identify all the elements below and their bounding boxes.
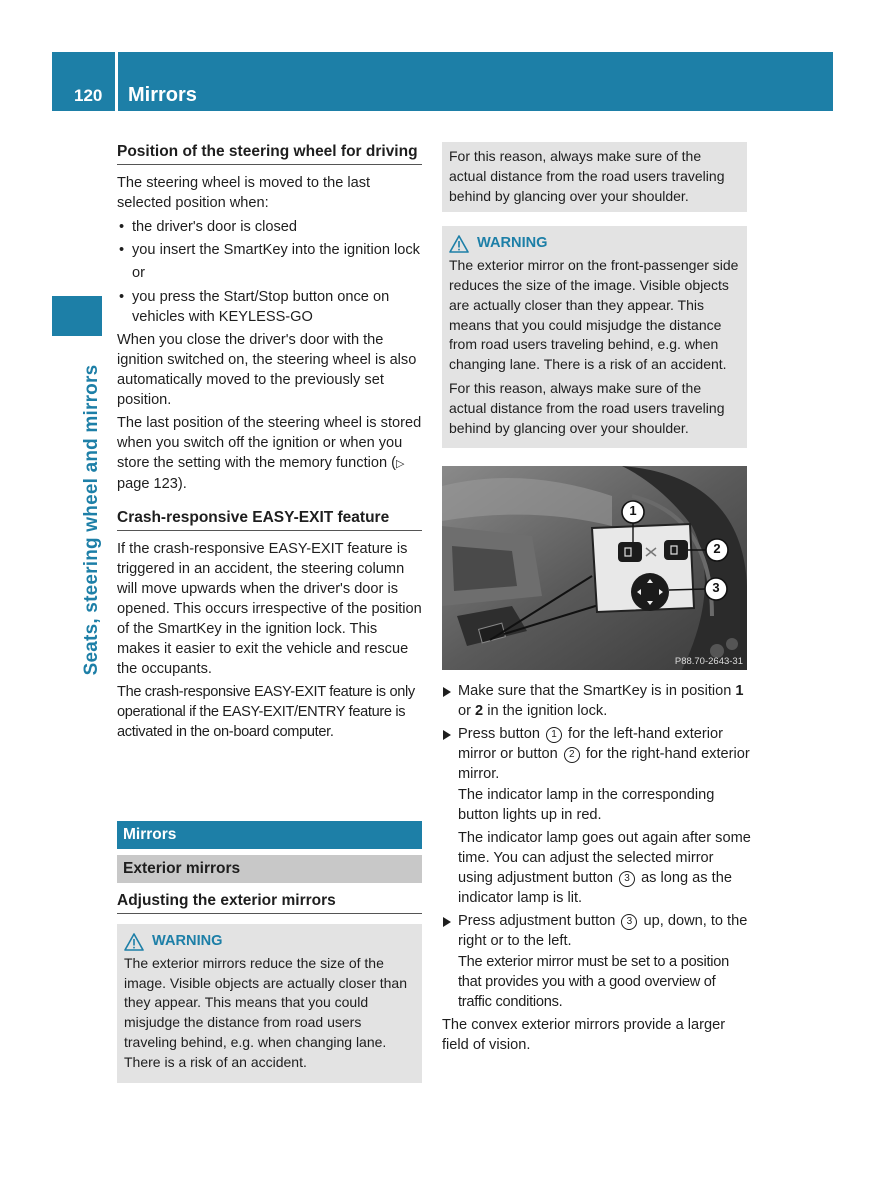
mirror-controls-figure [442, 466, 747, 670]
side-tab-marker [52, 296, 102, 336]
callout-ref-icon: 3 [621, 914, 637, 930]
section-title: Mirrors [118, 52, 833, 111]
callout-ref-icon: 2 [564, 747, 580, 763]
page-reference-link[interactable]: page 123 [117, 476, 178, 492]
warning-label: WARNING [152, 933, 223, 949]
position-number: 1 [735, 683, 744, 699]
warning-box [442, 226, 747, 448]
step-arrow-icon [443, 687, 451, 697]
list-item: • you insert the SmartKey into the ignition lock [117, 240, 422, 260]
step-arrow-icon [443, 917, 451, 927]
step-text: or [458, 703, 476, 719]
figure-code: P88.70-2643-31 [674, 656, 743, 667]
callout-1-label: 1 [629, 503, 637, 518]
position-number: 2 [475, 703, 484, 719]
adjusting-mirrors-heading: Adjusting the exterior mirrors [117, 891, 422, 914]
exterior-mirrors-bar: Exterior mirrors [117, 855, 422, 883]
callout-ref-icon: 1 [546, 727, 562, 743]
right-column-steps [442, 681, 752, 1055]
paragraph: When you close the driver's door with the ignition switched on, the steering wheel is also automatically moved to the previously set position. [117, 332, 417, 408]
step-text: The indicator lamp goes out again after some time. You can adjust the selected mirror using adjustment button [458, 830, 751, 886]
warning-header [449, 234, 740, 254]
left-column-lower [117, 821, 422, 1083]
door-panel-illustration [442, 466, 747, 670]
right-column [442, 142, 747, 448]
paragraph-text: The last position of the steering wheel is stored when you switch off the ignition or when you store the setting with the memory function ( [117, 415, 422, 471]
warning-label: WARNING [477, 235, 548, 252]
step-text: as long as the indicator lamp is lit. [458, 870, 732, 906]
paragraph: The crash-responsive EASY-EXIT feature is only operational if the EASY-EXIT/ENTRY feature is activated in the on-board computer. [117, 684, 415, 740]
step-text: Make sure that the SmartKey is in position [458, 683, 736, 699]
page-number: 120 [52, 52, 115, 111]
step-text: up, down, to the right or to the left. [458, 913, 748, 949]
steering-position-heading: Position of the steering wheel for driving [117, 142, 422, 165]
warning-triangle-icon [449, 235, 469, 253]
condition-list [117, 217, 422, 260]
step-text: for the right-hand exterior mirror. [458, 746, 750, 782]
step-result: The exterior mirror must be set to a position that provides you with a good overview of traffic conditions. [458, 954, 730, 1010]
condition-list [117, 287, 422, 327]
warning-triangle-icon [124, 933, 144, 951]
step-result [458, 828, 752, 908]
callout-3-label: 3 [712, 580, 720, 595]
mirrors-section-bar: Mirrors [117, 821, 422, 849]
callout-ref-icon: 3 [619, 871, 635, 887]
easy-exit-heading: Crash-responsive EASY-EXIT feature [117, 508, 422, 531]
paragraph [117, 413, 422, 494]
instruction-step [442, 911, 752, 1012]
page-reference-icon: ▷ [396, 458, 405, 470]
step-result: The indicator lamp in the corresponding button lights up in red. [458, 787, 715, 823]
instruction-list [442, 681, 752, 1012]
step-text: Press adjustment button [458, 913, 620, 929]
warning-box [117, 924, 422, 1083]
step-text: in the ignition lock. [483, 703, 608, 719]
warning-text: The exterior mirrors reduce the size of the image. Visible objects are actually closer than they appear. This means that you could misjudge the distance from road users traveling behind, e.g. when changing lane. There is a risk of an accident. [124, 954, 408, 1070]
step-text: for the left-hand exterior mirror or button [458, 726, 723, 762]
info-box [442, 142, 747, 212]
step-arrow-icon [443, 730, 451, 740]
or-text: or [132, 265, 145, 281]
warning-text: The exterior mirror on the front-passenger side reduces the size of the image. Visible objects are actually closer than they appear. This means that you could misjudge the distance from road users traveling behind, e.g. when changing lane. There is a risk of an accident. [449, 257, 739, 373]
warning-header [124, 932, 415, 952]
paragraph: The steering wheel is moved to the last selected position when: [117, 175, 371, 211]
warning-text: For this reason, always make sure of the actual distance from the road users traveling behind by glancing over your shoulder. [449, 379, 725, 436]
side-tab-label: Seats, steering wheel and mirrors [81, 364, 102, 676]
paragraph: If the crash-responsive EASY-EXIT feature is triggered in an accident, the steering column will move upwards when the driver's door is opened. This occurs irrespective of the position of the SmartKey in the ignition lock. This makes it easier to exit the vehicle and rescue the occupants. [117, 541, 422, 677]
info-text: For this reason, always make sure of the actual distance from the road users traveling behind by glancing over your shoulder. [449, 148, 725, 204]
paragraph: The convex exterior mirrors provide a larger field of vision. [442, 1017, 726, 1053]
step-text: Press button [458, 726, 544, 742]
list-item: • you press the Start/Stop button once on vehicles with KEYLESS-GO [117, 287, 422, 327]
instruction-step [442, 724, 752, 908]
instruction-step [442, 681, 752, 721]
callout-2-label: 2 [713, 541, 721, 556]
left-column [117, 142, 422, 745]
list-item: • the driver's door is closed [117, 217, 422, 237]
paragraph-text: ). [177, 476, 187, 492]
